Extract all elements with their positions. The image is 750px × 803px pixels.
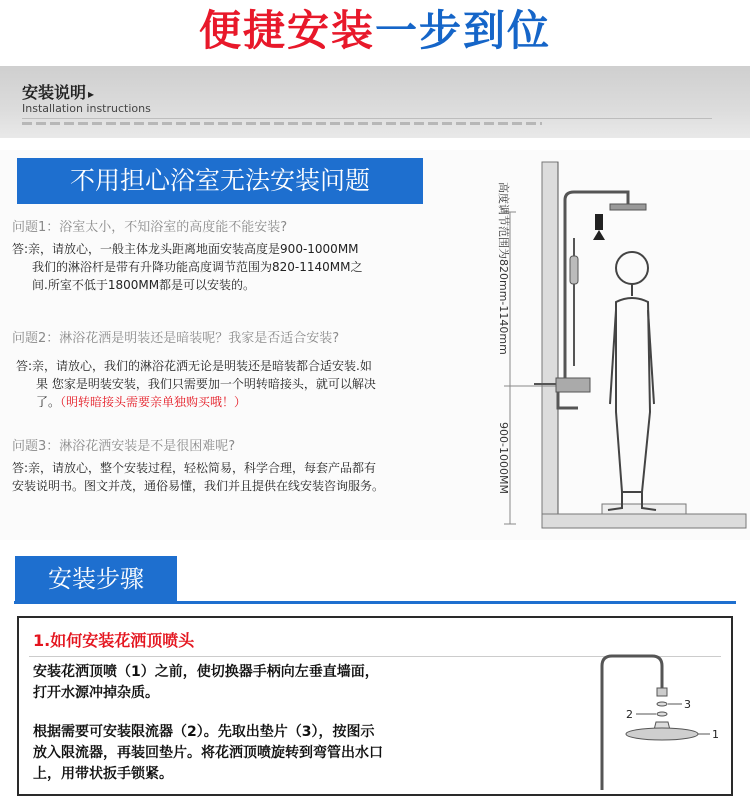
shower-head-diagram <box>596 640 736 790</box>
step-1-paragraph-2-line: 放入限流器，再装回垫片。将花洒顶喷旋转到弯管出水口 <box>33 745 383 761</box>
hero-banner <box>0 0 750 62</box>
faq-answer-2-line: 答:亲，请放心，我们的淋浴花洒无论是明装还是暗装都合适安装.如 <box>16 359 372 373</box>
steps-heading-underline <box>14 601 736 604</box>
step-1-paragraph-2-line: 根据需要可安装限流器（2）。先取出垫片（3），按图示 <box>33 724 375 740</box>
step-1-paragraph-2 <box>33 722 483 785</box>
faq-question-1: 问题1：浴室太小，不知浴室的高度能不能安装? <box>12 220 288 235</box>
callout-label-1: 1 <box>712 728 719 741</box>
diagram-floor-label: 900-1000MM <box>497 422 510 494</box>
step-1-paragraph-2-line: 上，用带状扳手锁紧。 <box>33 766 173 782</box>
installation-title-en: Installation instructions <box>22 102 151 115</box>
diagram-range-label: 高度调节范围为820mm-1140mm <box>497 182 510 355</box>
faq-answer-1-line: 我们的淋浴杆是带有升降功能高度调节范围为820-1140MM之 <box>32 260 363 274</box>
faq-answer-2-line: 果 您家是明装安装，我们只需要加一个明转暗接头，就可以解决 <box>36 377 376 391</box>
faq-answer-2-text: 了。 <box>36 395 61 409</box>
faq-answer-2-note: （明转暗接头需要亲单独购买哦！） <box>60 395 247 409</box>
banner-fine-print-decoration <box>22 122 542 125</box>
shower-height-diagram <box>492 152 748 534</box>
faq-answer-1 <box>12 240 362 294</box>
faq-answer-1-line: 间.所室不低于1800MM都是可以安装的。 <box>32 278 256 292</box>
shower-height-diagram-svg <box>492 152 748 534</box>
banner-divider <box>22 118 712 119</box>
faq-question-2: 问题2：淋浴花洒是明装还是暗装呢？我家是否适合安装? <box>12 331 340 346</box>
faq-answer-3 <box>12 459 384 495</box>
faq-answer-3-line: 答:亲，请放心，整个安装过程，轻松简易，科学合理，每套产品都有 <box>12 461 377 475</box>
step-1-paragraph-1-line: 打开水源冲掉杂质。 <box>33 685 159 701</box>
steps-heading: 安装步骤 <box>15 556 177 602</box>
installation-title-cn: 安装说明 ▸ <box>22 80 94 103</box>
faq-answer-2 <box>16 357 376 411</box>
hero-title <box>199 6 551 55</box>
installation-banner <box>0 66 750 138</box>
callout-label-3: 3 <box>684 698 691 711</box>
faq-answer-1-line: 答:亲，请放心，一般主体龙头距离地面安装高度是900-1000MM <box>12 242 359 256</box>
faq-answer-3-line: 安装说明书。图文并茂，通俗易懂，我们并且提供在线安装咨询服务。 <box>12 479 385 493</box>
faq-heading: 不用担心浴室无法安装问题 <box>17 158 423 204</box>
step-1-title: 1.如何安装花洒顶喷头 <box>33 631 195 650</box>
step-1-paragraph-1-line: 安装花洒顶喷（1）之前，使切换器手柄向左垂直墙面， <box>33 664 379 680</box>
hero-title-red: 便捷安装 <box>198 6 375 55</box>
faq-question-3: 问题3：淋浴花洒安装是不是很困难呢? <box>12 439 236 454</box>
step-1-paragraph-1 <box>33 662 483 704</box>
hero-title-blue: 一步到位 <box>375 6 552 55</box>
callout-label-2: 2 <box>626 708 633 721</box>
faq-answer-2-line-3 <box>16 393 376 411</box>
shower-head-diagram-svg <box>596 640 736 790</box>
